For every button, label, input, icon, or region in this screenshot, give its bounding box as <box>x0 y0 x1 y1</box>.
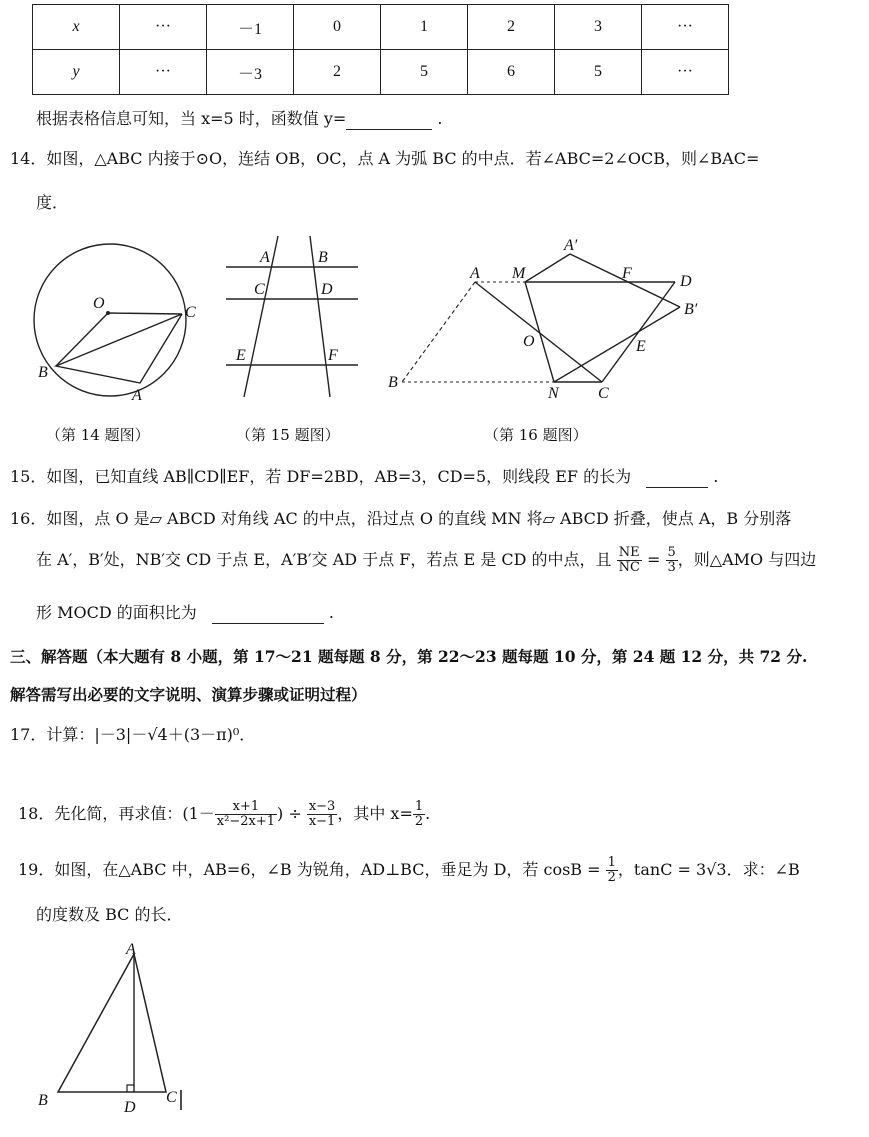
value-table <box>32 4 729 95</box>
q19-text-a: 19．如图，在△ABC 中，AB=6，∠B 为锐角，AD⊥BC，垂足为 D，若 cosB = <box>18 860 601 879</box>
answer-blank <box>212 605 324 624</box>
q19-line1 <box>18 856 800 885</box>
caption-15: （第 15 题图） <box>236 426 340 444</box>
frac-den: 2 <box>607 870 616 885</box>
label-C: C <box>185 304 196 321</box>
table-cell: ··· <box>642 50 729 95</box>
q18-text-c: ，其中 x= <box>337 804 413 823</box>
label-O: O <box>93 295 105 312</box>
label-O: O <box>523 333 535 350</box>
table-cell: 1 <box>381 5 468 50</box>
fraction-q19 <box>606 856 618 885</box>
table-cell: －1 <box>207 5 294 50</box>
section3-instructions: 解答需写出必要的文字说明、演算步骤或证明过程） <box>10 685 367 704</box>
label-M: M <box>512 265 526 282</box>
caption-14: （第 14 题图） <box>46 426 150 444</box>
table-cell: 0 <box>294 5 381 50</box>
label-F: F <box>622 265 632 282</box>
frac-num: x+1 <box>215 800 277 815</box>
figure-19 <box>30 940 200 1120</box>
label-A: A <box>260 249 270 266</box>
table-cell: 2 <box>468 5 555 50</box>
frac-den: NC <box>618 560 640 575</box>
q16-text-a: 在 A′，B′处，NB′交 CD 于点 E，A′B′交 AD 于点 F，若点 E 是 CD 的中点，且 <box>36 550 612 569</box>
label-A: A <box>132 387 142 404</box>
frac-den: x²−2x+1 <box>216 814 275 829</box>
fraction-q18-2 <box>307 800 338 829</box>
frac-num: 1 <box>414 799 424 814</box>
figure-14 <box>28 240 208 410</box>
table-cell: 5 <box>555 50 642 95</box>
q16-text-b: ，则△AMO 与四边 <box>677 550 817 569</box>
q14-line1: 14．如图，△ABC 内接于⊙O，连结 OB，OC，点 A 为弧 BC 的中点．若∠ABC=2∠OCB，则∠BAC= <box>10 149 760 168</box>
fraction-ne-nc <box>617 546 642 575</box>
q15: 15．如图，已知直线 AB∥CD∥EF，若 DF=2BD，AB=3，CD=5，则线段 EF 的长为 . <box>10 467 719 486</box>
label-F: F <box>328 347 338 364</box>
label-A-prime: A′ <box>564 237 578 254</box>
q18 <box>18 800 430 829</box>
table-cell: ··· <box>642 5 729 50</box>
caption-16: （第 16 题图） <box>484 426 588 444</box>
table-cell: x <box>33 5 120 50</box>
label-E: E <box>236 347 246 364</box>
label-D: D <box>124 1099 136 1116</box>
table-cell: 6 <box>468 50 555 95</box>
table-cell: ··· <box>120 5 207 50</box>
q13-tail: 根据表格信息可知，当 x=5 时，函数值 y= . <box>36 109 443 128</box>
table-cell: 3 <box>555 5 642 50</box>
fraction-q18-1 <box>215 800 277 829</box>
table-cell: 5 <box>381 50 468 95</box>
frac-den: 2 <box>414 814 424 829</box>
label-A: A <box>126 941 136 958</box>
frac-num: 5 <box>667 545 676 560</box>
q18-text-b: ) ÷ <box>277 804 302 823</box>
frac-num: 1 <box>607 855 616 870</box>
section3-heading: 三、解答题（本大题有 8 小题，第 17～21 题每题 8 分，第 22～23 题每题 10 分，第 24 题 12 分，共 72 分. <box>10 647 808 666</box>
label-B: B <box>388 374 398 391</box>
label-B: B <box>318 249 328 266</box>
equals-sign: = <box>647 550 661 569</box>
label-N: N <box>548 385 559 402</box>
answer-blank <box>646 469 708 488</box>
q19-line2: 的度数及 BC 的长． <box>36 905 183 924</box>
q15-text: 15．如图，已知直线 AB∥CD∥EF，若 DF=2BD，AB=3，CD=5，则线段 EF 的长为 <box>10 467 632 486</box>
q19-text-b: ，tanC = 3√3．求：∠B <box>617 860 800 879</box>
table-cell: －3 <box>207 50 294 95</box>
table-cell: y <box>33 50 120 95</box>
table-row-x <box>33 5 729 50</box>
q13-text: 根据表格信息可知，当 x=5 时，函数值 y= <box>36 109 347 128</box>
label-B-prime: B′ <box>684 301 698 318</box>
label-B: B <box>38 364 48 381</box>
label-E: E <box>636 338 646 355</box>
q18-text-a: 18．先化简，再求值：(1－ <box>18 804 215 823</box>
frac-den: x−1 <box>308 814 336 829</box>
frac-den: 3 <box>667 560 676 575</box>
q16-line3: 形 MOCD 的面积比为 . <box>36 603 335 622</box>
q16-line1: 16．如图，点 O 是▱ ABCD 对角线 AC 的中点，沿过点 O 的直线 MN 将▱ ABCD 折叠，使点 A，B 分别落 <box>10 509 792 528</box>
label-C: C <box>166 1089 177 1106</box>
table-row-y <box>33 50 729 95</box>
fraction-q18-3 <box>413 800 425 829</box>
frac-num: x−3 <box>308 799 336 814</box>
label-C: C <box>598 385 609 402</box>
table-cell: 2 <box>294 50 381 95</box>
label-B: B <box>38 1092 48 1109</box>
q18-text-d: . <box>425 804 431 823</box>
label-A: A <box>470 265 480 282</box>
q16-line2 <box>36 546 816 575</box>
fraction-5-3 <box>666 546 678 575</box>
frac-num: NE <box>617 546 642 561</box>
q17: 17．计算：|－3|－√4＋(3－π)⁰． <box>10 725 256 744</box>
q14-line2: 度． <box>36 193 69 212</box>
table-cell: ··· <box>120 50 207 95</box>
label-D: D <box>321 281 333 298</box>
figure-16 <box>380 232 720 407</box>
figure-15 <box>220 232 370 402</box>
label-D: D <box>680 273 692 290</box>
answer-blank <box>346 111 432 130</box>
q16-text-c: 形 MOCD 的面积比为 <box>36 603 197 622</box>
label-C: C <box>254 281 265 298</box>
